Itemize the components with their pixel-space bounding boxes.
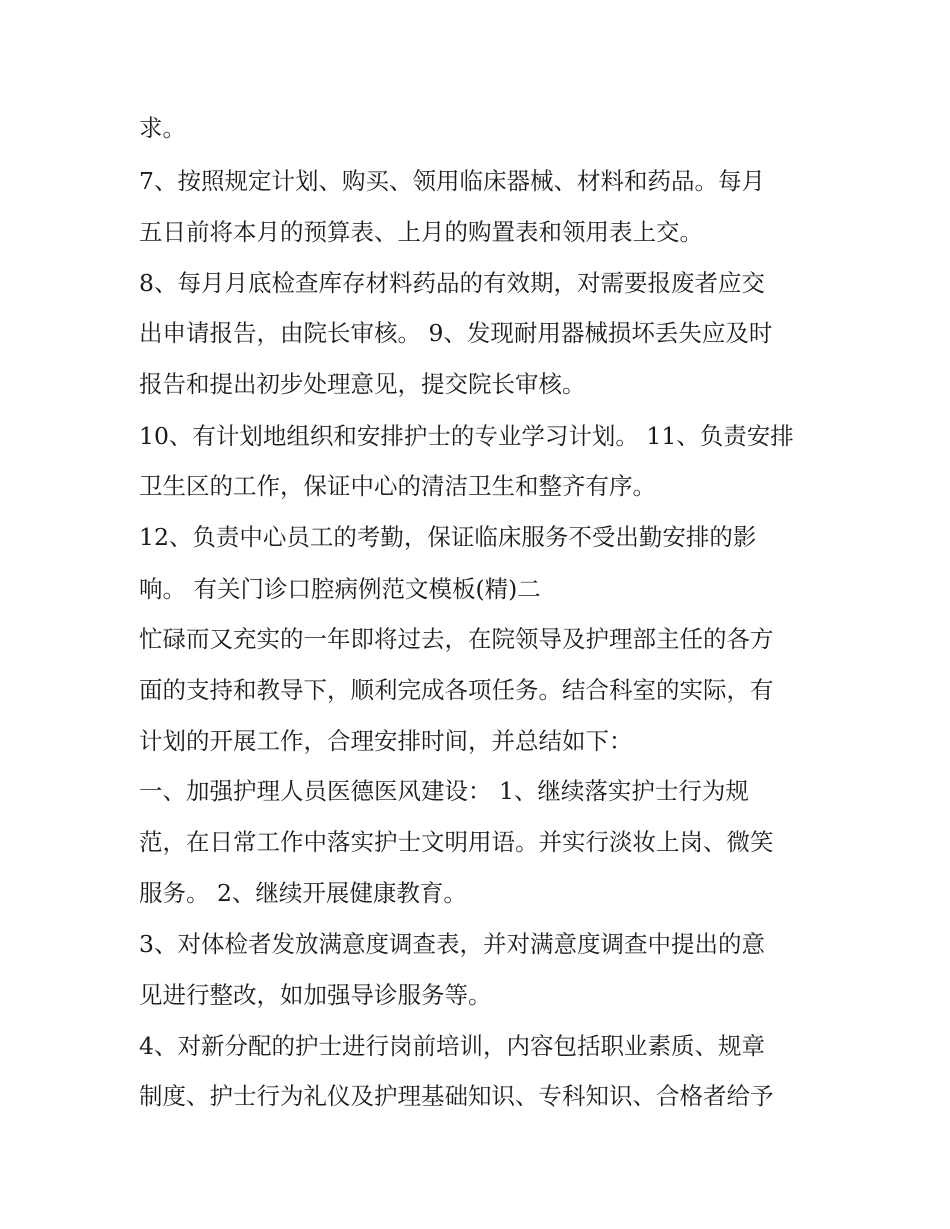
- text-line: 一、加强护理人员医德医风建设： 1、继续落实护士行为规: [139, 777, 749, 805]
- text-line: 服务。 2、继续开展健康教育。: [139, 879, 467, 907]
- text-line: 求。: [139, 114, 186, 142]
- text-line: 3、对体检者发放满意度调查表，并对满意度调查中提出的意: [139, 930, 765, 958]
- text-line: 报告和提出初步处理意见，提交院长审核。: [139, 370, 586, 398]
- text-line: 响。 有关门诊口腔病例范文模板(精)二: [139, 575, 541, 603]
- text-line: 面的支持和教导下，顺利完成各项任务。结合科室的实际，有: [139, 676, 774, 704]
- text-line: 出申请报告，由院长审核。 9、发现耐用器械损坏丢失应及时: [139, 319, 773, 347]
- text-line: 卫生区的工作，保证中心的清洁卫生和整齐有序。: [139, 472, 656, 500]
- text-line: 忙碌而又充实的一年即将过去，在院领导及护理部主任的各方: [139, 625, 774, 653]
- text-line: 4、对新分配的护士进行岗前培训，内容包括职业素质、规章: [139, 1032, 765, 1060]
- text-line: 8、每月月底检查库存材料药品的有效期，对需要报废者应交: [139, 269, 765, 297]
- text-line: 范，在日常工作中落实护士文明用语。并实行淡妆上岗、微笑: [139, 828, 774, 856]
- text-line: 五日前将本月的预算表、上月的购置表和领用表上交。: [139, 218, 703, 246]
- text-line: 计划的开展工作，合理安排时间，并总结如下：: [139, 727, 633, 755]
- text-line: 10、有计划地组织和安排护士的专业学习计划。 11、负责安排: [139, 422, 794, 450]
- text-line: 12、负责中心员工的考勤，保证临床服务不受出勤安排的影: [139, 523, 757, 551]
- text-line: 7、按照规定计划、购买、领用临床器械、材料和药品。每月: [139, 167, 765, 195]
- text-line: 见进行整改，如加强导诊服务等。: [139, 981, 492, 1009]
- text-line: 制度、护士行为礼仪及护理基础知识、专科知识、合格者给予: [139, 1082, 774, 1110]
